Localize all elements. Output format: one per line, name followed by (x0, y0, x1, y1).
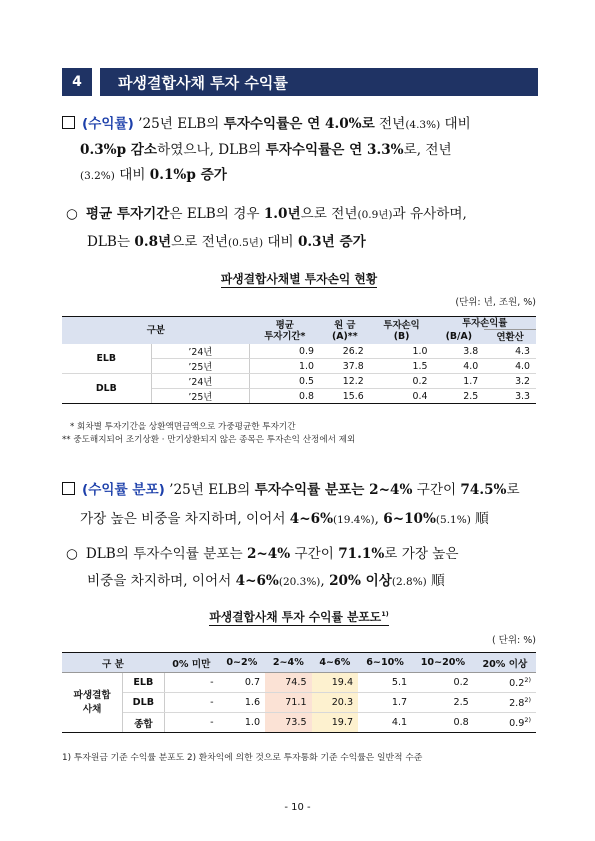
text: 1.0년 (263, 206, 301, 222)
row-category: DLB (123, 693, 164, 713)
text: 전년 (374, 116, 406, 132)
text: 대비 (263, 234, 298, 250)
text: 順 (426, 573, 445, 589)
text: 파생결합사채별 투자손익 현황 (220, 272, 378, 286)
tag-returns: (수익률) (82, 116, 134, 132)
cell: 3.8 (433, 344, 484, 359)
cell: 4.0 (433, 359, 484, 374)
text: 투자손익률 (462, 317, 508, 329)
text: 74.5% (460, 482, 507, 498)
circle-bullet-icon: ○ (66, 206, 78, 222)
cell-highlight: 19.7 (312, 713, 358, 733)
text: (0.5년) (228, 237, 264, 249)
cell: 1.7 (433, 374, 484, 389)
text: 으로 전년 (171, 234, 229, 250)
text: ’25년 ELB의 (164, 482, 255, 498)
header-col: 0~2% (219, 653, 265, 673)
cell: 2.5 (433, 389, 484, 404)
text: 가장 높은 비중을 차지하며, 이어서 (80, 511, 290, 527)
table-row (62, 693, 536, 713)
row-product-label: DLB (62, 374, 151, 404)
investment-pnl-table (62, 316, 536, 404)
text: 으로 전년 (300, 206, 358, 222)
text: 0.2 (509, 678, 525, 690)
paragraph-returns (62, 114, 542, 186)
header-col: 6~10% (358, 653, 412, 673)
text: 투자손익 (383, 319, 420, 331)
checkbox-square-icon (62, 482, 75, 495)
cell: - (164, 713, 219, 733)
cell: - (164, 693, 219, 713)
cell: 0.5 (250, 374, 320, 389)
table-row (62, 344, 536, 359)
text: 비중을 차지하며, 이어서 (87, 573, 236, 589)
cell-highlight: 73.5 (265, 713, 311, 733)
text: 구간이 (290, 546, 339, 562)
cell: 37.8 (320, 359, 370, 374)
table1-unit: (단위: 년, 조원, %) (455, 297, 536, 308)
text: 4~6% (235, 573, 279, 589)
cell: 0.7 (219, 673, 265, 693)
header-period (250, 317, 320, 345)
row-year: ’25년 (151, 359, 250, 374)
text: 順 (470, 511, 489, 527)
note-1: * 회차별 투자기간을 상환액면금액으로 가중평균한 투자기간 (70, 422, 296, 432)
cell: 5.1 (358, 673, 412, 693)
text: 로, 전년 (403, 142, 452, 158)
header-rate (433, 317, 536, 330)
text: 로 (506, 482, 520, 498)
cell (474, 673, 536, 693)
cell: 0.2 (412, 673, 474, 693)
cell: - (164, 673, 219, 693)
text: 파생결합사채 투자 수익률 분포도 (209, 610, 382, 624)
cell: 1.0 (219, 713, 265, 733)
table-row (62, 673, 536, 693)
cell: 0.8 (412, 713, 474, 733)
text: 로 가장 높은 (384, 546, 459, 562)
bullet-avg-period (66, 204, 542, 253)
text: 구간이 (412, 482, 461, 498)
header-col: 0% 미만 (164, 653, 219, 673)
return-distribution-table (62, 652, 536, 733)
cell: 2.5 (412, 693, 474, 713)
text: 파생결합 (73, 689, 111, 701)
row-product-label: ELB (62, 344, 151, 374)
superscript: 2) (524, 715, 531, 724)
table2-title (62, 608, 536, 625)
text: 원 금 (334, 319, 356, 331)
text: 0.3년 증가 (297, 234, 366, 250)
text: (5.1%) (435, 514, 471, 526)
row-year: ’25년 (151, 389, 250, 404)
cell: 12.2 (320, 374, 370, 389)
section-number: 4 (62, 68, 92, 96)
text: 투자수익률은 연 4.0%로 (223, 116, 375, 132)
text: 4~6% (289, 511, 334, 527)
text: 사채 (82, 703, 102, 715)
checkbox-square-icon (62, 116, 75, 129)
cell: 0.9 (250, 344, 320, 359)
circle-bullet-icon: ○ (66, 546, 78, 562)
text: (4.3%) (405, 119, 441, 131)
text: (19.4%) (333, 514, 375, 526)
text: (A)** (331, 330, 358, 342)
note-2: ** 중도해지되어 조기상환 · 만기상환되지 않은 종목은 투자손익 산정에서 제외 (62, 435, 356, 445)
text: DLB는 (87, 234, 135, 250)
text: (B) (393, 330, 410, 342)
text: 0.3%p 감소 (80, 142, 158, 158)
text: 대비 (114, 167, 150, 183)
cell: 3.2 (484, 374, 536, 389)
cell: 4.0 (484, 359, 536, 374)
paragraph-distribution (62, 480, 542, 530)
cell: 26.2 (320, 344, 370, 359)
cell (474, 713, 536, 733)
text: 투자기간* (264, 330, 306, 342)
section-title: 파생결합사채 투자 수익률 (100, 68, 538, 96)
text: 평균 투자기간 (85, 206, 170, 222)
row-category: ELB (123, 673, 164, 693)
table1-title (62, 270, 536, 287)
text: 0.8년 (134, 234, 172, 250)
text: 2.8 (509, 698, 525, 710)
row-year: ’24년 (151, 344, 250, 359)
text: 투자수익률 분포는 2~4% (254, 482, 413, 498)
cell: 1.5 (370, 359, 434, 374)
table1-notes (62, 421, 542, 447)
header-rate-ba: (B/A) (433, 330, 484, 345)
text: (20.3%) (278, 576, 321, 588)
bullet-dlb-distribution (66, 544, 542, 592)
cell-highlight: 74.5 (265, 673, 311, 693)
header-pnl (370, 317, 434, 345)
cell: 4.1 (358, 713, 412, 733)
cell-highlight: 20.3 (312, 693, 358, 713)
text: 0.9 (509, 718, 525, 730)
cell: 4.3 (484, 344, 536, 359)
cell-highlight: 19.4 (312, 673, 358, 693)
cell: 0.8 (250, 389, 320, 404)
text: 71.1% (338, 546, 385, 562)
text: 0.1%p 증가 (149, 167, 227, 183)
table-row (62, 374, 536, 389)
header-category: 구분 (62, 317, 250, 345)
row-year: ’24년 (151, 374, 250, 389)
cell: 15.6 (320, 389, 370, 404)
header-annual: 연환산 (484, 330, 536, 345)
tag-distribution: (수익률 분포) (82, 482, 165, 498)
text: 20% 이상 (329, 573, 392, 589)
text: 평균 (275, 319, 294, 331)
cell: 0.4 (370, 389, 434, 404)
text: 2~4% (246, 546, 291, 562)
header-col: 10~20% (412, 653, 474, 673)
group-label (62, 673, 123, 733)
table2-unit: ( 단위: %) (491, 635, 536, 646)
header-col: 2~4% (265, 653, 311, 673)
table2-footnote: 1) 투자원금 기준 수익률 분포도 2) 환차익에 의한 것으로 투자통화 기준 수익률은 일반적 수준 (62, 753, 423, 763)
text: 6~10% (383, 511, 436, 527)
cell: 1.6 (219, 693, 265, 713)
cell: 0.2 (370, 374, 434, 389)
cell: 1.0 (370, 344, 434, 359)
header-col: 20% 이상 (474, 653, 536, 673)
text: 투자수익률은 연 3.3% (265, 142, 404, 158)
text: , (320, 573, 330, 589)
cell: 1.7 (358, 693, 412, 713)
text: 하였으나, DLB의 (157, 142, 266, 158)
text: (3.2%) (80, 170, 115, 182)
cell: 3.3 (484, 389, 536, 404)
page-number: - 10 - (284, 802, 311, 813)
cell: 1.0 (250, 359, 320, 374)
text: (2.8%) (391, 576, 427, 588)
header-col: 4~6% (312, 653, 358, 673)
text: DLB의 투자수익률 분포는 (85, 546, 247, 562)
text: ’25년 ELB의 (133, 116, 224, 132)
text: (0.9년) (357, 209, 393, 221)
text: 은 ELB의 경우 (169, 206, 264, 222)
cell (474, 693, 536, 713)
header-category: 구 분 (62, 653, 164, 673)
text: 대비 (440, 116, 471, 132)
text: , (374, 511, 384, 527)
superscript: 1) (381, 610, 389, 619)
cell-highlight: 71.1 (265, 693, 311, 713)
table-row (62, 713, 536, 733)
superscript: 2) (524, 675, 531, 684)
text: 과 유사하며, (392, 206, 467, 222)
header-principal (320, 317, 370, 345)
row-category: 종합 (123, 713, 164, 733)
superscript: 2) (524, 695, 531, 704)
